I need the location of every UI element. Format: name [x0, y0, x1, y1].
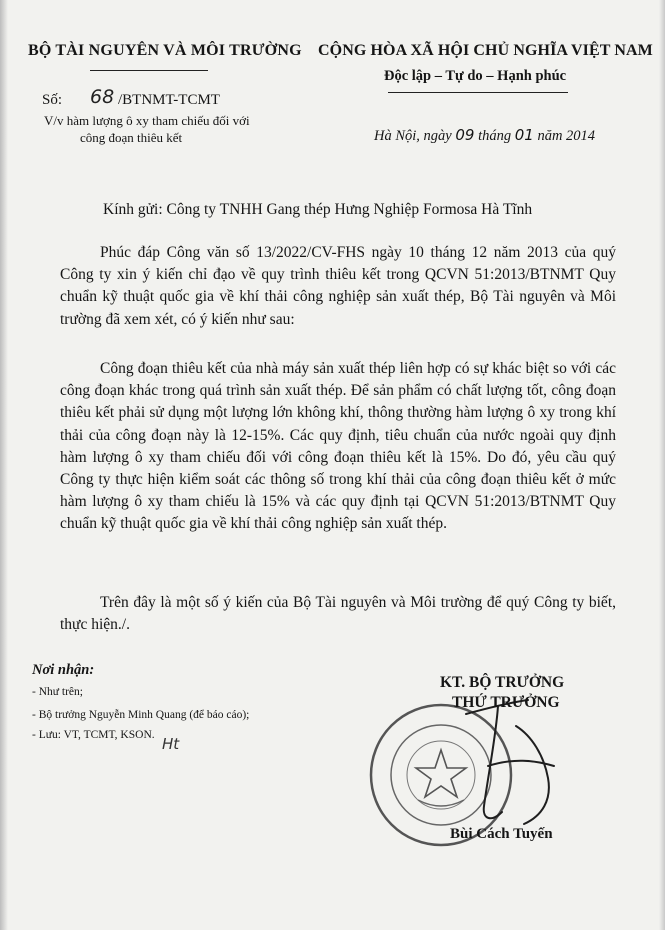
body-paragraph-3: Trên đây là một số ý kiến của Bộ Tài nguyên và Môi trường để quý Công ty biết, thực hiện./.: [60, 594, 616, 634]
recipients-title: Nơi nhận:: [32, 662, 95, 678]
recipients-item: - Bộ trưởng Nguyễn Minh Quang (để báo cáo);: [32, 709, 250, 721]
handwritten-signature: [458, 696, 568, 836]
date-day-handwritten: 09: [455, 126, 475, 144]
signature-authority-line2: THỨ TRƯỞNG: [452, 694, 560, 711]
body-paragraph-1: Phúc đáp Công văn số 13/2022/CV-FHS ngày 10 tháng 12 năm 2013 của quý Công ty xin ý kiến chỉ đạo về quy trình thiêu kết trong QCVN 51:2013/BTNMT Quy chuẩn kỹ thuật quốc gia về khí thải công nghiệp sản xuất thép, Bộ Tài nguyên và Môi trường đã xem xét, có ý kiến như sau:: [60, 244, 616, 328]
motto-underline: [388, 92, 568, 93]
signer-name: Bùi Cách Tuyến: [450, 826, 553, 842]
place-and-date: [374, 126, 595, 145]
date-year: năm 2014: [537, 128, 596, 144]
organization-underline: [90, 70, 208, 71]
issuing-organization: BỘ TÀI NGUYÊN VÀ MÔI TRƯỜNG: [28, 42, 302, 59]
handwritten-initials: Ht: [162, 735, 180, 753]
date-month-label: tháng: [478, 128, 512, 144]
recipients-item: - Lưu: VT, TCMT, KSON.: [32, 729, 155, 741]
document-subject-line2: công đoạn thiêu kết: [80, 130, 183, 145]
national-motto: Độc lập – Tự do – Hạnh phúc: [384, 68, 567, 84]
national-title: CỘNG HÒA XÃ HỘI CHỦ NGHĨA VIỆT NAM: [318, 42, 653, 59]
document-number-handwritten: 68: [90, 86, 115, 108]
signature-authority-line1: KT. BỘ TRƯỞNG: [440, 674, 565, 691]
document-number-code: /BTNMT-TCMT: [118, 92, 220, 108]
document-subject-line1: V/v hàm lượng ô xy tham chiếu đối với: [44, 113, 250, 128]
recipients-item: - Như trên;: [32, 686, 83, 698]
body-paragraph-2: Công đoạn thiêu kết của nhà máy sản xuất thép liên hợp có sự khác biệt so với các công đoạn khác trong quá trình sản xuất thép. Để sản phẩm có chất lượng tốt, công đoạn thiêu kết phải sử dụng một lượng lớn không khí, thông thường hàm lượng ô xy trong khí thải của công đoạn này là 12-15%. Các quy định, tiêu chuẩn của nước ngoài quy định hàm lượng ô xy tham chiếu đối với công đoạn thiêu kết là 15%. Do đó, yêu cầu quý Công ty thực hiện kiểm soát các thông số trong khí thải của công đoạn thiêu kết ở mức hàm lượng ô xy tham chiếu là 15% và các quy định tại QCVN 51:2013/BTNMT Quy chuẩn kỹ thuật quốc gia về khí thải công nghiệp sản xuất thép.: [60, 360, 616, 533]
signature-stroke: [466, 700, 554, 824]
date-prefix: Hà Nội, ngày: [374, 128, 452, 144]
recipient-line: Kính gửi: Công ty TNHH Gang thép Hưng Nghiệp Formosa Hà Tĩnh: [103, 201, 533, 218]
scan-edge-left: [0, 0, 8, 930]
date-month-handwritten: 01: [514, 126, 534, 144]
scan-edge-right: [659, 0, 665, 930]
document-number-label: Số:: [42, 92, 63, 108]
